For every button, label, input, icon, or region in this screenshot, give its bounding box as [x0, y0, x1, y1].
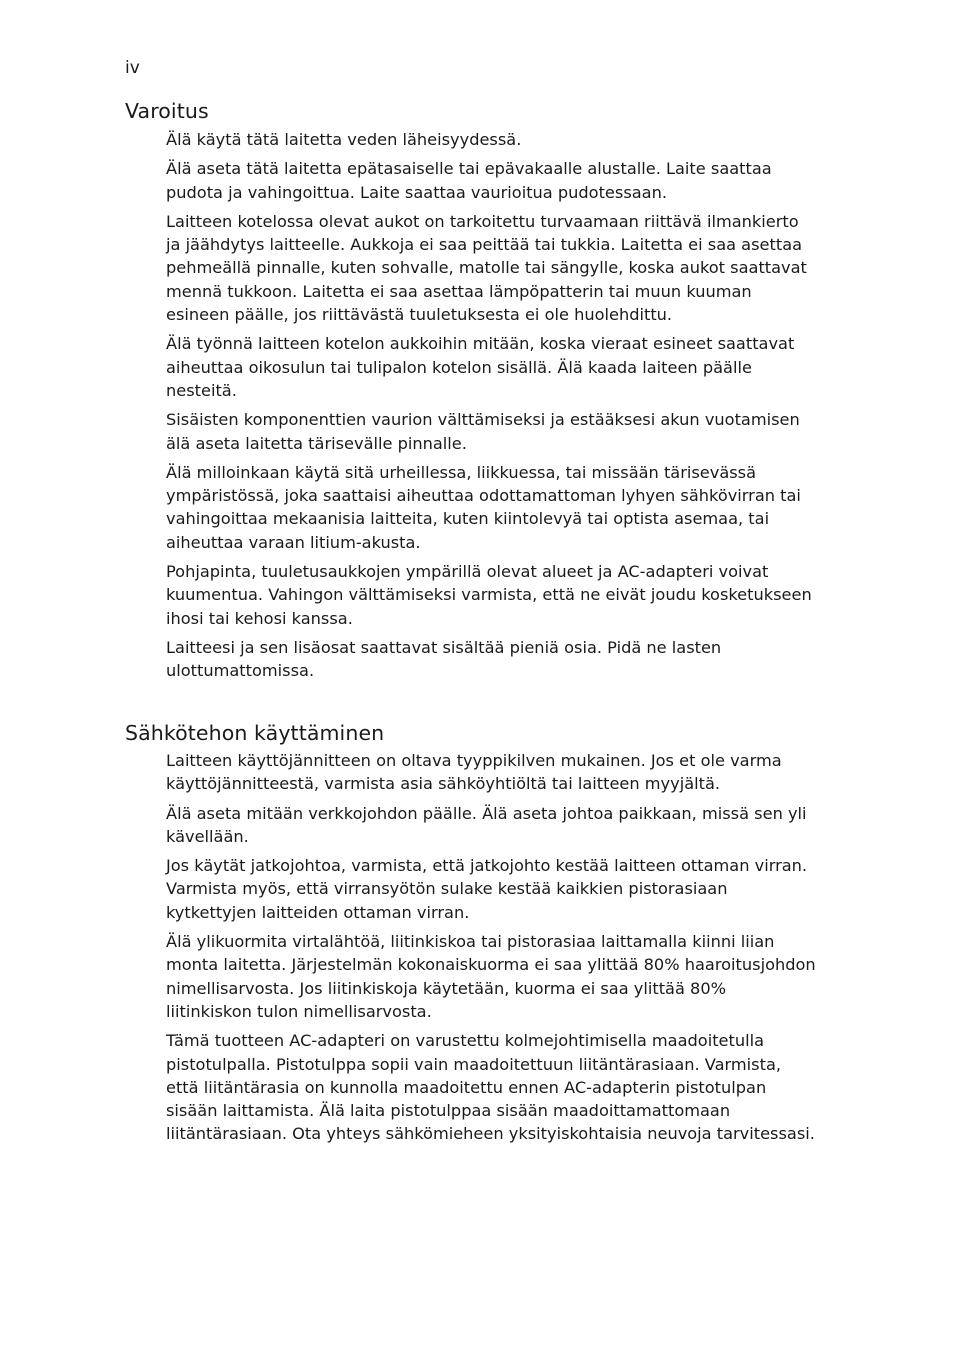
paragraph: Pohjapinta, tuuletusaukkojen ympärillä olevat alueet ja AC-adapteri voivat kuumentua. Vahingon välttämiseksi varmista, että ne eivät joudu kosketukseen ihosi tai kehosi kanssa.	[166, 562, 812, 628]
section-power-usage	[125, 720, 825, 1152]
paragraph: Älä aseta mitään verkkojohdon päälle. Älä aseta johtoa paikkaan, missä sen yli kävellään.	[166, 803, 807, 846]
paragraph: Laitteen kotelossa olevat aukot on tarkoitettu turvaamaan riittävä ilmankierto ja jäähdytys laitteelle. Aukkoja ei saa peittää tai tukkia. Laitetta ei saa asettaa pehmeällä pinnalle, kuten sohvalle, matolle tai sängylle, koska aukot saattavat mennä tukkoon. Laitetta ei saa asettaa lämpöpatterin tai muun kuuman esineen päälle, jos riittävästä tuuletuksesta ei ole huolehdittu.	[166, 211, 807, 325]
paragraph: Älä työnnä laitteen kotelon aukkoihin mitään, koska vieraat esineet saattavat aiheuttaa oikosulun tai tulipalon kotelon sisällä. Älä kaada laiteen päälle nesteitä.	[166, 334, 795, 400]
paragraph: Älä aseta tätä laitetta epätasaiselle tai epävakaalle alustalle. Laite saattaa pudota ja vahingoittua. Laite saattaa vaurioitua pudotessaan.	[166, 159, 772, 202]
paragraph: Älä milloinkaan käytä sitä urheillessa, liikkuessa, tai missään tärisevässä ympäristössä, joka saattaisi aiheuttaa odottamattoman lyhyen sähkövirran tai vahingoittaa mekaanisia laitteita, kuten kiintolevyä tai optista asemaa, tai aiheuttaa varaan litium-akusta.	[166, 462, 801, 552]
page-number: iv	[125, 58, 140, 78]
paragraph: Laitteesi ja sen lisäosat saattavat sisältää pieniä osia. Pidä ne lasten ulottumattomissa.	[166, 637, 722, 681]
paragraph: Älä käytä tätä laitetta veden läheisyydessä.	[166, 130, 522, 149]
paragraph: Jos käytät jatkojohtoa, varmista, että jatkojohto kestää laitteen ottaman virran. Varmista myös, että virransyötön sulake kestää kaikkien pistorasiaan kytkettyjen laitteiden ottaman virran.	[166, 856, 808, 922]
section-warning	[125, 98, 825, 689]
paragraph: Sisäisten komponenttien vaurion välttämiseksi ja estääksesi akun vuotamisen älä aseta laitetta tärisevälle pinnalle.	[166, 410, 800, 453]
paragraph: Laitteen käyttöjännitteen on oltava tyyppikilven mukainen. Jos et ole varma käyttöjännitteestä, varmista asia sähköyhtiöltä tai laitteen myyjältä.	[166, 751, 782, 794]
paragraph: Älä ylikuormita virtalähtöä, liitinkiskoa tai pistorasiaa laittamalla kiinni liian monta laitetta. Järjestelmän kokonaiskuorma ei saa ylittää 80% haaroitusjohdon nimellisarvosta. Jos liitinkiskoja käytetään, kuorma ei saa ylittää 80% liitinkiskon tulon nimellisarvosta.	[166, 932, 816, 1021]
section-title: Varoitus	[125, 99, 209, 123]
section-title: Sähkötehon käyttäminen	[125, 721, 385, 745]
paragraph: Tämä tuotteen AC-adapteri on varustettu kolmejohtimisella maadoitetulla pistotulpalla. Pistotulppa sopii vain maadoitettuun liitäntärasiaan. Varmista, että liitäntärasia on kunnolla maadoitettu ennen AC-adapterin pistotulpan sisään laittamista. Älä laita pistotulppaa sisään maadoittamattomaan liitäntärasiaan. Ota yhteys sähkömieheen yksityiskohtaisia neuvoja tarvitessasi.	[166, 1031, 815, 1144]
